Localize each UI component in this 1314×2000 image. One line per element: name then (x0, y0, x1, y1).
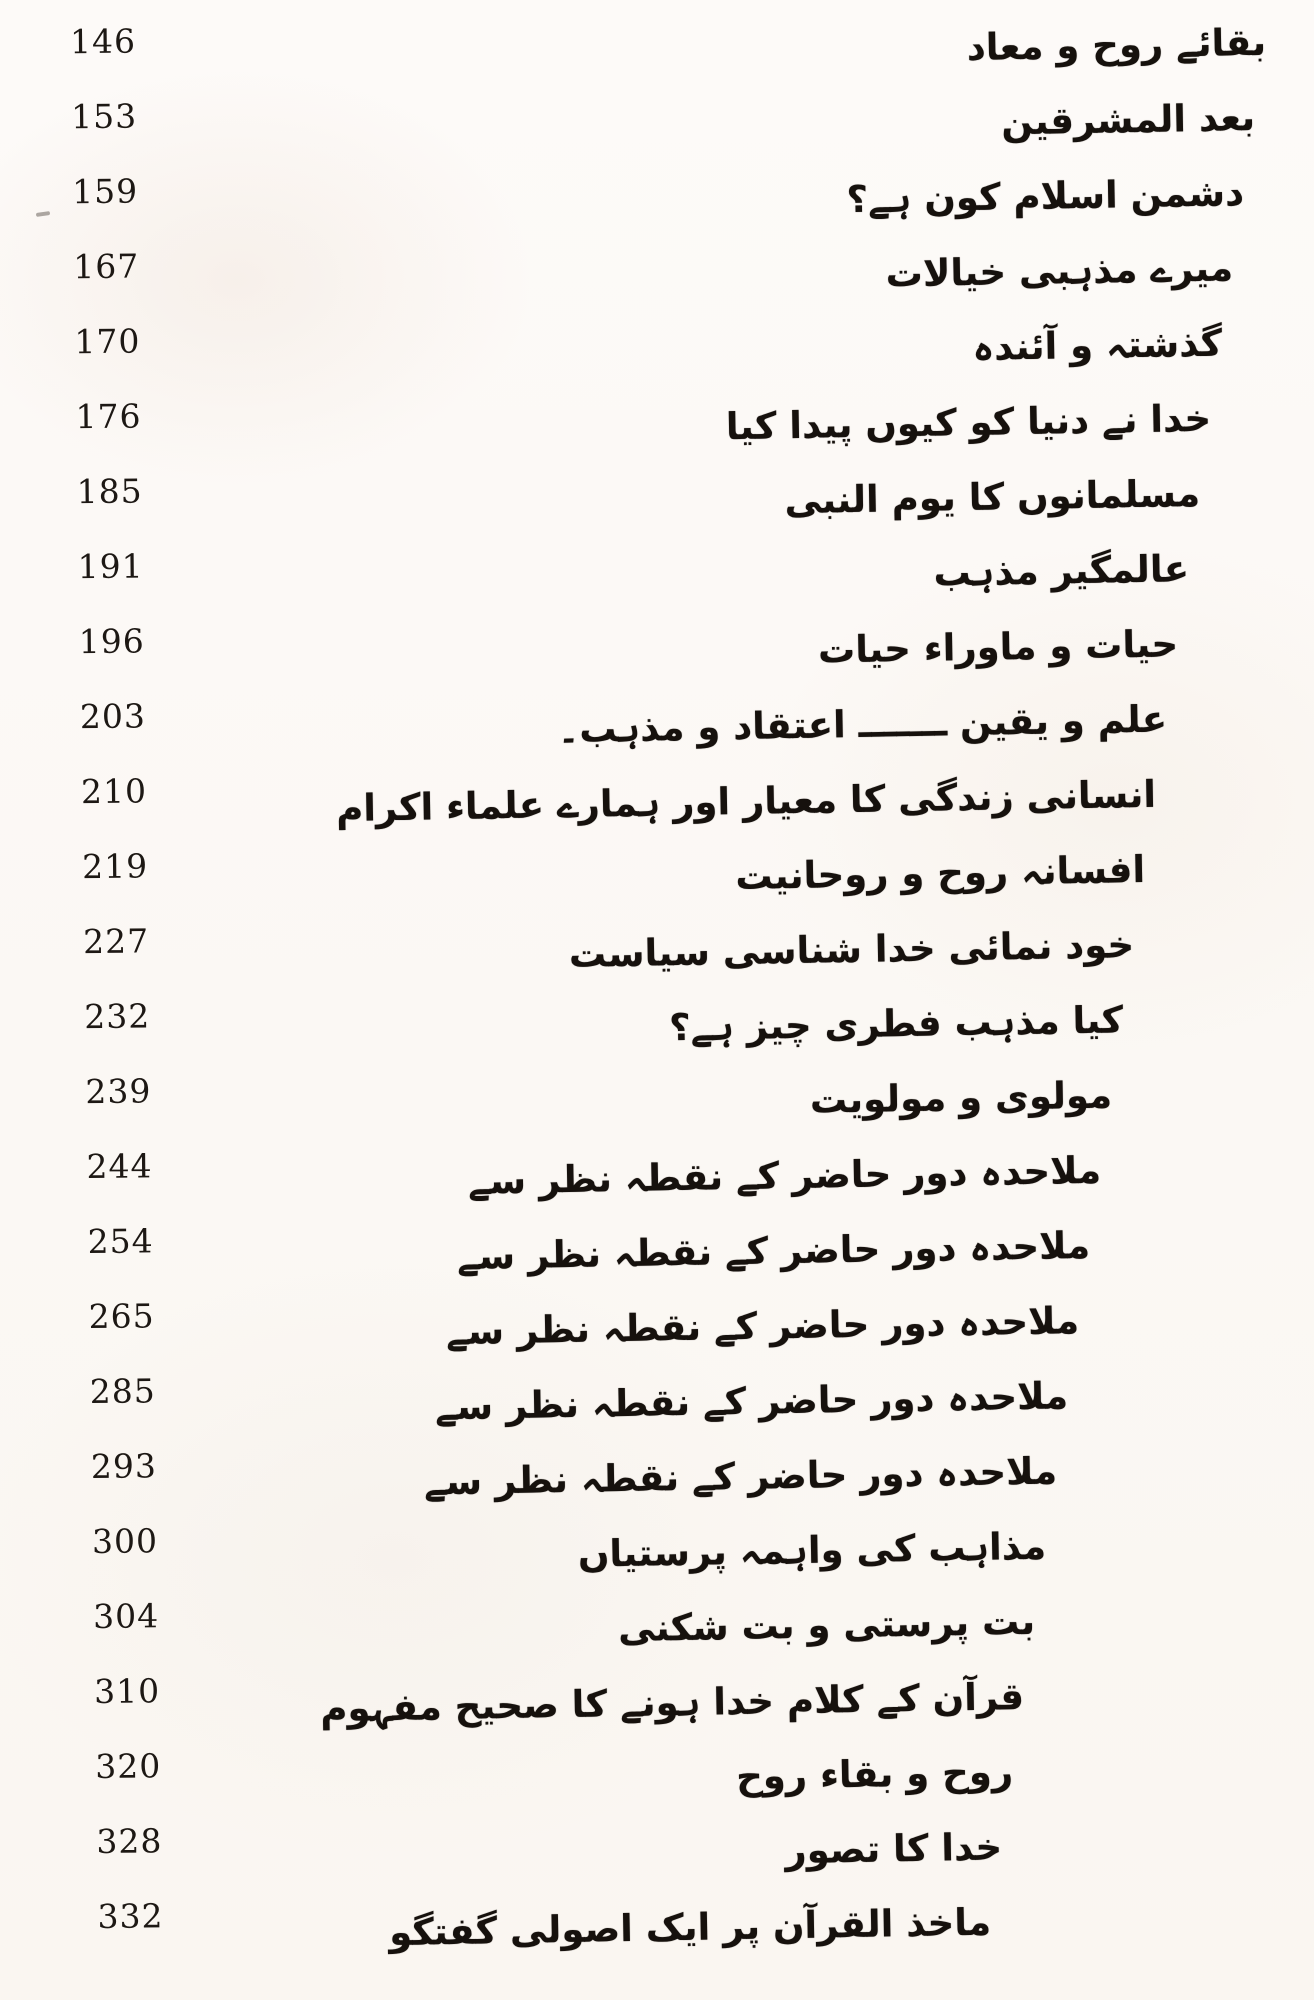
toc-page-number: 146 (69, 21, 137, 62)
toc-row (0, 1204, 1314, 1279)
toc-entry-title: انسانی زندگی کا معیار اور ہمارے علماء اکرام (335, 772, 1157, 831)
toc-entry-title: ملاحدہ دور حاضر کے نقطہ نظر سے (467, 1148, 1102, 1203)
toc-row (0, 1279, 1314, 1354)
toc-page-number: 185 (76, 471, 143, 512)
toc-row (0, 1054, 1314, 1129)
toc-entry-title: مولوی و مولویت (809, 1073, 1113, 1122)
toc-page-number: 167 (73, 246, 140, 287)
toc-page-number: 300 (91, 1521, 159, 1562)
toc-entry-title: کیا مذہب فطری چیز ہے؟ (668, 998, 1124, 1050)
toc-row (0, 1129, 1314, 1204)
toc-row (0, 754, 1314, 829)
toc-entry-title: ملاحدہ دور حاضر کے نقطہ نظر سے (423, 1449, 1058, 1504)
toc-row (0, 1504, 1314, 1579)
toc-entry-title: بت پرستی و بت شکنی (617, 1599, 1036, 1651)
toc-page-number: 332 (97, 1896, 164, 1936)
toc-entry-title: ملاحدہ دور حاضر کے نقطہ نظر سے (445, 1299, 1080, 1354)
toc-page-number: 203 (79, 696, 147, 737)
toc-entry-title: ملاحدہ دور حاضر کے نقطہ نظر سے (456, 1223, 1091, 1278)
toc-row (0, 154, 1314, 229)
toc-entry-title: بقائے روح و معاد (966, 20, 1267, 70)
toc-page-number: 285 (89, 1371, 156, 1412)
toc-row (0, 1654, 1314, 1729)
toc-page-number: 310 (93, 1671, 161, 1711)
toc-entry-title: عالمگیر مذہب (933, 547, 1190, 595)
toc-page-number: 210 (80, 771, 148, 812)
toc-page-number: 191 (77, 546, 144, 587)
toc-page-number: 170 (74, 321, 141, 362)
toc-entry-title: مسلمانوں کا یوم النبی (784, 471, 1201, 523)
toc-row (0, 529, 1314, 604)
toc-page-number: 232 (84, 996, 151, 1037)
toc-entry-title: خود نمائی خدا شناسی سیاست (568, 923, 1135, 977)
toc-page-number: 244 (86, 1146, 153, 1187)
toc-row (0, 1804, 1314, 1879)
toc-row (0, 1729, 1314, 1804)
toc-row (0, 304, 1314, 379)
toc-entry-title: گذشتہ و آئندہ (972, 321, 1223, 369)
toc-page-number: 265 (88, 1296, 155, 1337)
toc-page-number: 320 (95, 1746, 162, 1786)
toc-page-number: 304 (92, 1596, 160, 1636)
toc-entry-title: علم و یقین ـــــــ اعتقاد و مذہب۔ (557, 697, 1168, 752)
toc-entry-title: دشمن اسلام کون ہے؟ (846, 171, 1245, 222)
toc-page-number: 219 (81, 846, 149, 887)
toc-row (0, 679, 1314, 754)
toc-entry-title: خدا نے دنیا کو کیوں پیدا کیا (725, 396, 1212, 449)
toc-entry-title: ماخذ القرآن پر ایک اصولی گفتگو (388, 1900, 992, 1955)
toc-row (0, 604, 1314, 679)
toc-entry-title: حیات و ماوراء حیات (817, 622, 1179, 672)
toc-row (0, 454, 1314, 529)
toc-row (0, 829, 1314, 904)
toc-page-number: 254 (87, 1221, 154, 1262)
toc-row (0, 1579, 1314, 1654)
toc-page-number: 293 (90, 1446, 158, 1487)
toc-row (0, 1879, 1314, 1954)
toc-page-number: 328 (96, 1821, 163, 1861)
toc-entry-title: خدا کا تصور (784, 1825, 1003, 1873)
toc-row (0, 1429, 1314, 1504)
toc-page-number: 239 (85, 1071, 152, 1112)
toc-row (0, 379, 1314, 454)
toc-entry-title: روح و بقاء روح (735, 1750, 1014, 1799)
toc-entry-title: بعد المشرقین (1000, 96, 1256, 144)
toc-page-number: 196 (78, 621, 145, 662)
toc-entry-title: قرآن کے کلام خدا ہونے کا صحیح مفہوم (319, 1675, 1025, 1731)
toc-row (0, 1354, 1314, 1429)
toc-entry-title: میرے مذہبی خیالات (885, 246, 1234, 296)
toc-row (0, 229, 1314, 304)
toc-page-number: 153 (70, 96, 138, 137)
toc-page-number: 176 (75, 396, 142, 437)
toc-row (0, 904, 1314, 979)
toc-entry-title: افسانہ روح و روحانیت (735, 847, 1146, 899)
toc-row (0, 979, 1314, 1054)
toc-row (0, 4, 1314, 79)
toc-page-number: 159 (71, 171, 139, 212)
toc-entry-title: مذاہب کی واہمہ پرستیاں (577, 1524, 1047, 1576)
toc-entry-title: ملاحدہ دور حاضر کے نقطہ نظر سے (434, 1374, 1069, 1429)
toc-page-number: 227 (82, 921, 150, 962)
toc-row (0, 79, 1314, 154)
